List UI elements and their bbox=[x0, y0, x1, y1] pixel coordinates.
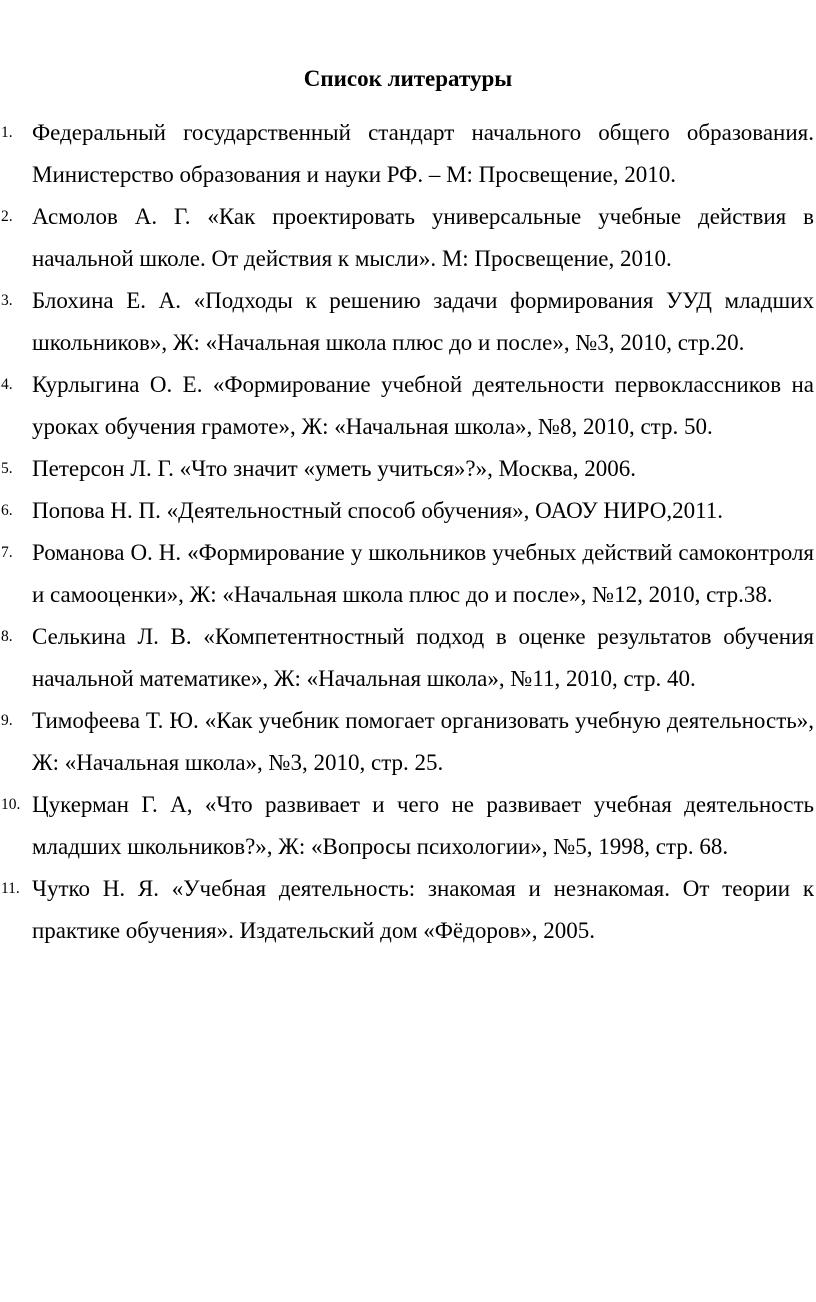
reference-text: Тимофеева Т. Ю. «Как учебник помогает организовать учебную деятельность», Ж: «Начальная школа», №3, 2010, стр. 25. bbox=[32, 708, 814, 775]
reference-text: Курлыгина О. Е. «Формирование учебной деятельности первоклассников на уроках обучения грамоте», Ж: «Начальная школа», №8, 2010, стр. 50. bbox=[32, 372, 814, 439]
reference-number: 4. bbox=[1, 376, 13, 393]
reference-item bbox=[0, 532, 816, 616]
reference-number: 2. bbox=[1, 208, 13, 225]
reference-item bbox=[0, 364, 816, 448]
reference-number: 7. bbox=[1, 544, 13, 561]
reference-number: 5. bbox=[1, 460, 13, 477]
reference-item bbox=[0, 112, 816, 196]
page-title: Список литературы bbox=[303, 66, 513, 91]
reference-list bbox=[0, 112, 816, 952]
reference-item bbox=[0, 616, 816, 700]
reference-item bbox=[0, 280, 816, 364]
reference-number: 6. bbox=[1, 502, 13, 519]
reference-text: Цукерман Г. А, «Что развивает и чего не развивает учебная деятельность младших школьников?», Ж: «Вопросы психологии», №5, 1998, стр. 68. bbox=[32, 792, 814, 859]
reference-text: Селькина Л. В. «Компетентностный подход в оценке результатов обучения начальной математике», Ж: «Начальная школа», №11, 2010, стр. 40. bbox=[32, 624, 814, 691]
reference-text: Асмолов А. Г. «Как проектировать универсальные учебные действия в начальной школе. От действия к мысли». М: Просвещение, 2010. bbox=[32, 204, 814, 271]
reference-item bbox=[0, 196, 816, 280]
reference-item bbox=[0, 490, 816, 532]
reference-text: Чутко Н. Я. «Учебная деятельность: знакомая и незнакомая. От теории к практике обучения». Издательский дом «Фёдоров», 2005. bbox=[32, 876, 814, 943]
reference-number: 10. bbox=[1, 796, 21, 813]
reference-item bbox=[0, 784, 816, 868]
reference-number: 8. bbox=[1, 628, 13, 645]
reference-item bbox=[0, 448, 816, 490]
reference-number: 3. bbox=[1, 292, 13, 309]
reference-item bbox=[0, 700, 816, 784]
reference-item bbox=[0, 868, 816, 952]
reference-text: Федеральный государственный стандарт начального общего образования. Министерство образования и науки РФ. – М: Просвещение, 2010. bbox=[32, 120, 814, 187]
reference-text: Петерсон Л. Г. «Что значит «уметь учиться»?», Москва, 2006. bbox=[32, 456, 636, 481]
reference-number: 1. bbox=[1, 124, 13, 141]
reference-number: 9. bbox=[1, 712, 13, 729]
reference-text: Попова Н. П. «Деятельностный способ обучения», ОАОУ НИРО,2011. bbox=[32, 498, 723, 523]
reference-text: Блохина Е. А. «Подходы к решению задачи формирования УУД младших школьников», Ж: «Начальная школа плюс до и после», №3, 2010, стр.20. bbox=[32, 288, 814, 355]
reference-text: Романова О. Н. «Формирование у школьников учебных действий самоконтроля и самооценки», Ж: «Начальная школа плюс до и после», №12, 2010, стр.38. bbox=[32, 540, 814, 607]
reference-number: 11. bbox=[1, 880, 20, 897]
